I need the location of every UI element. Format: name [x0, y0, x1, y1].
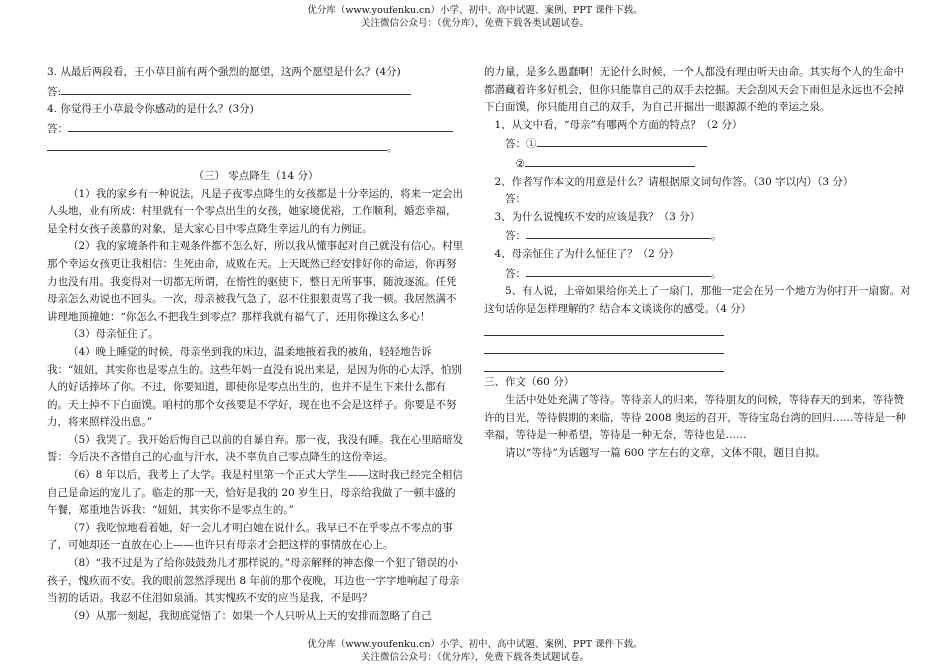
footer-line-1: 优分库（www.youfenku.cn）小学、初中、高中试题、案例、PPT 课件下载。: [307, 639, 643, 650]
answer-line[interactable]: [61, 82, 411, 95]
page-footer: [0, 638, 950, 664]
paragraph-8: （8）“我不过是为了给你鼓鼓劲儿才那样说的。”母亲解释的神态像一个犯了错误的小孩子，愧疚而不安。我的眼前忽然浮现出 8 年前的那个夜晚，耳边也一字字地响起了母亲当初的话语。我忍不住泪如泉涌。其实愧疚不安的应当是我，不是吗？: [47, 557, 460, 605]
answer-line[interactable]: [484, 318, 724, 336]
essay-instruction: 请以“等待”为话题写一篇 600 字左右的文章，文体不限，题目自拟。: [505, 446, 826, 459]
right-question-1: 1、从文中看，“母亲”有哪两个方面的特点？（2 分）: [494, 118, 743, 131]
header-line-1: 优分库（www.youfenku.cn）小学、初中、高中试题、案例、PPT 课件下载。: [307, 5, 643, 16]
right-question-1-answer-2: ②: [484, 154, 912, 174]
answer-line[interactable]: [537, 134, 707, 147]
question-4-answer-cont: 。: [47, 138, 465, 158]
right-question-5: 5、有人说，上帝如果给你关上了一扇门，那他一定会在另一个地方为你打开一扇窗。对这句话你是怎样理解的？结合本文谈谈你的感受。（4 分）: [484, 285, 911, 315]
answer-line[interactable]: [47, 138, 387, 151]
paragraph-5: （5）我哭了。我开始后悔自己以前的自暴自弃。那一夜，我没有睡。我在心里暗暗发誓：今后决不吝惜自己的心血与汗水，决不辜负自己零点降生的这份幸运。: [47, 433, 464, 464]
answer-line[interactable]: [68, 119, 453, 132]
footer-line-2: 关注微信公众号：（优分库），免费下载各类试题试卷。: [360, 652, 589, 663]
right-question-4: 4、母亲怔住了为什么怔住了？（2 分）: [494, 247, 680, 260]
question-3-answer: 答:: [47, 82, 465, 102]
paragraph-7: （7）我吃惊地看着她，好一会儿才明白她在说什么。我早已不在乎零点不零点的事了，可她却还一直放在心上——也许只有母亲才会把这样的事情放在心上。: [47, 521, 453, 552]
paragraph-2: （2）我的家境条件和主观条件都不怎么好，所以我从懂事起对自己就没有信心。村里那个幸运女孩更让我相信：生死由命，成败在天。上天既然已经安排好你的命运，你再努力也没有用。我变得对一切都无所谓，在惰性的驱使下，整日无所事事，随波逐流。任凭母亲怎么劝说也不回头。一次，母亲被我气急了，忍不住狠狠责骂了我一顿。我居然满不讲理地顶撞她：“你怎么不把我生到零点？那样我就有福气了，还用你操这么多心！: [47, 240, 464, 323]
answer-line[interactable]: [526, 226, 711, 239]
question-4-answer: 答：: [47, 119, 465, 139]
right-question-3: 3、为什么说愧疚不安的应该是我？（3 分）: [494, 210, 701, 223]
paragraph-1: （1）我的家乡有一种说法，凡是子夜零点降生的女孩都是十分幸运的，将来一定会出人头地，业有所成：村里就有一个零点出生的女孩，她家境优裕，工作顺利，婚恋幸福，是全村女孩子羡慕的对象，是大家心目中零点降生幸运儿的有力例证。: [47, 187, 464, 235]
answer-line[interactable]: [484, 336, 724, 354]
section-title: （三） 零点降生（14 分）: [193, 169, 319, 182]
right-question-3-answer: 答： 。: [484, 226, 912, 246]
answer-line[interactable]: [526, 264, 711, 277]
header-line-2: 关注微信公众号：（优分库），免费下载各类试题试卷。: [360, 18, 589, 29]
paragraph-6: （6）8 年以后，我考上了大学。我是村里第一个正式大学生——这时我已经完全相信自己是命运的宠儿了。临走的那一天，恰好是我的 20 岁生日，母亲给我做了一顿丰盛的午餐，郑重地告诉我：“妞妞，其实你不是零点生的。”: [47, 469, 463, 517]
right-column: [484, 64, 912, 462]
question-4: 4. 你觉得王小草最令你感动的是什么？(3分): [47, 103, 254, 116]
essay-prompt: 生活中处处充满了等待。等待亲人的归来，等待朋友的问候，等待春天的到来，等待赞许的目光，等待假期的来临，等待 2008 奥运的召开，等待宝岛台湾的回归……等待是一种幸福，等待是一种希望，等待是一种无奈，等待也是……: [484, 393, 906, 442]
paragraph-3: （3）母亲怔住了。: [68, 328, 159, 341]
question-3: 3. 从最后两段看，王小草目前有两个强烈的愿望，这两个愿望是什么？(4分): [47, 66, 401, 78]
answer-line[interactable]: [484, 354, 724, 372]
paragraph-4: （4）晚上睡觉的时候，母亲坐到我的床边，温柔地掖着我的被角，轻轻地告诉我：“妞妞，其实你也是零点生的。这些年妈一直没有说出来是，是因为你的心太浮，怕别人的好话捧坏了你。不过，你要知道，即使你是零点出生的，也并不是生下来什么都有的。天上掉不下白面馍。咱村的那个女孩要是不学好，现在也不会是这样子。你要是不努力，将来照样没出息。”: [47, 345, 462, 429]
right-question-4-answer: 答： 。: [484, 264, 912, 284]
right-question-2: 2、作者写作本文的用意是什么？请根据原文词句作答。（30 字以内）（3 分）: [494, 175, 854, 188]
paragraph-9: （9）从那一刻起，我彻底觉悟了：如果一个人只听从上天的安排而忽略了自己: [68, 609, 432, 622]
right-question-2-answer: 答：: [505, 193, 526, 206]
paragraph-9-continued: 的力量，是多么愚蠢啊！无论什么时候，一个人都没有理由听天由命。其实每个人的生命中都潜藏着许多好机会，但你只能靠自己的双手去挖掘。天会刮风天会下雨但是永远也不会掉下白面馍，你只能用自己的双手，为自己开掘出一眼源源不绝的幸运之泉。: [484, 66, 904, 114]
left-column: [47, 64, 465, 625]
essay-title: 三、作文（60 分）: [484, 376, 575, 389]
right-question-1-answer-1: 答：①: [484, 134, 912, 154]
answer-line[interactable]: [525, 154, 695, 167]
page-header: [0, 4, 950, 30]
